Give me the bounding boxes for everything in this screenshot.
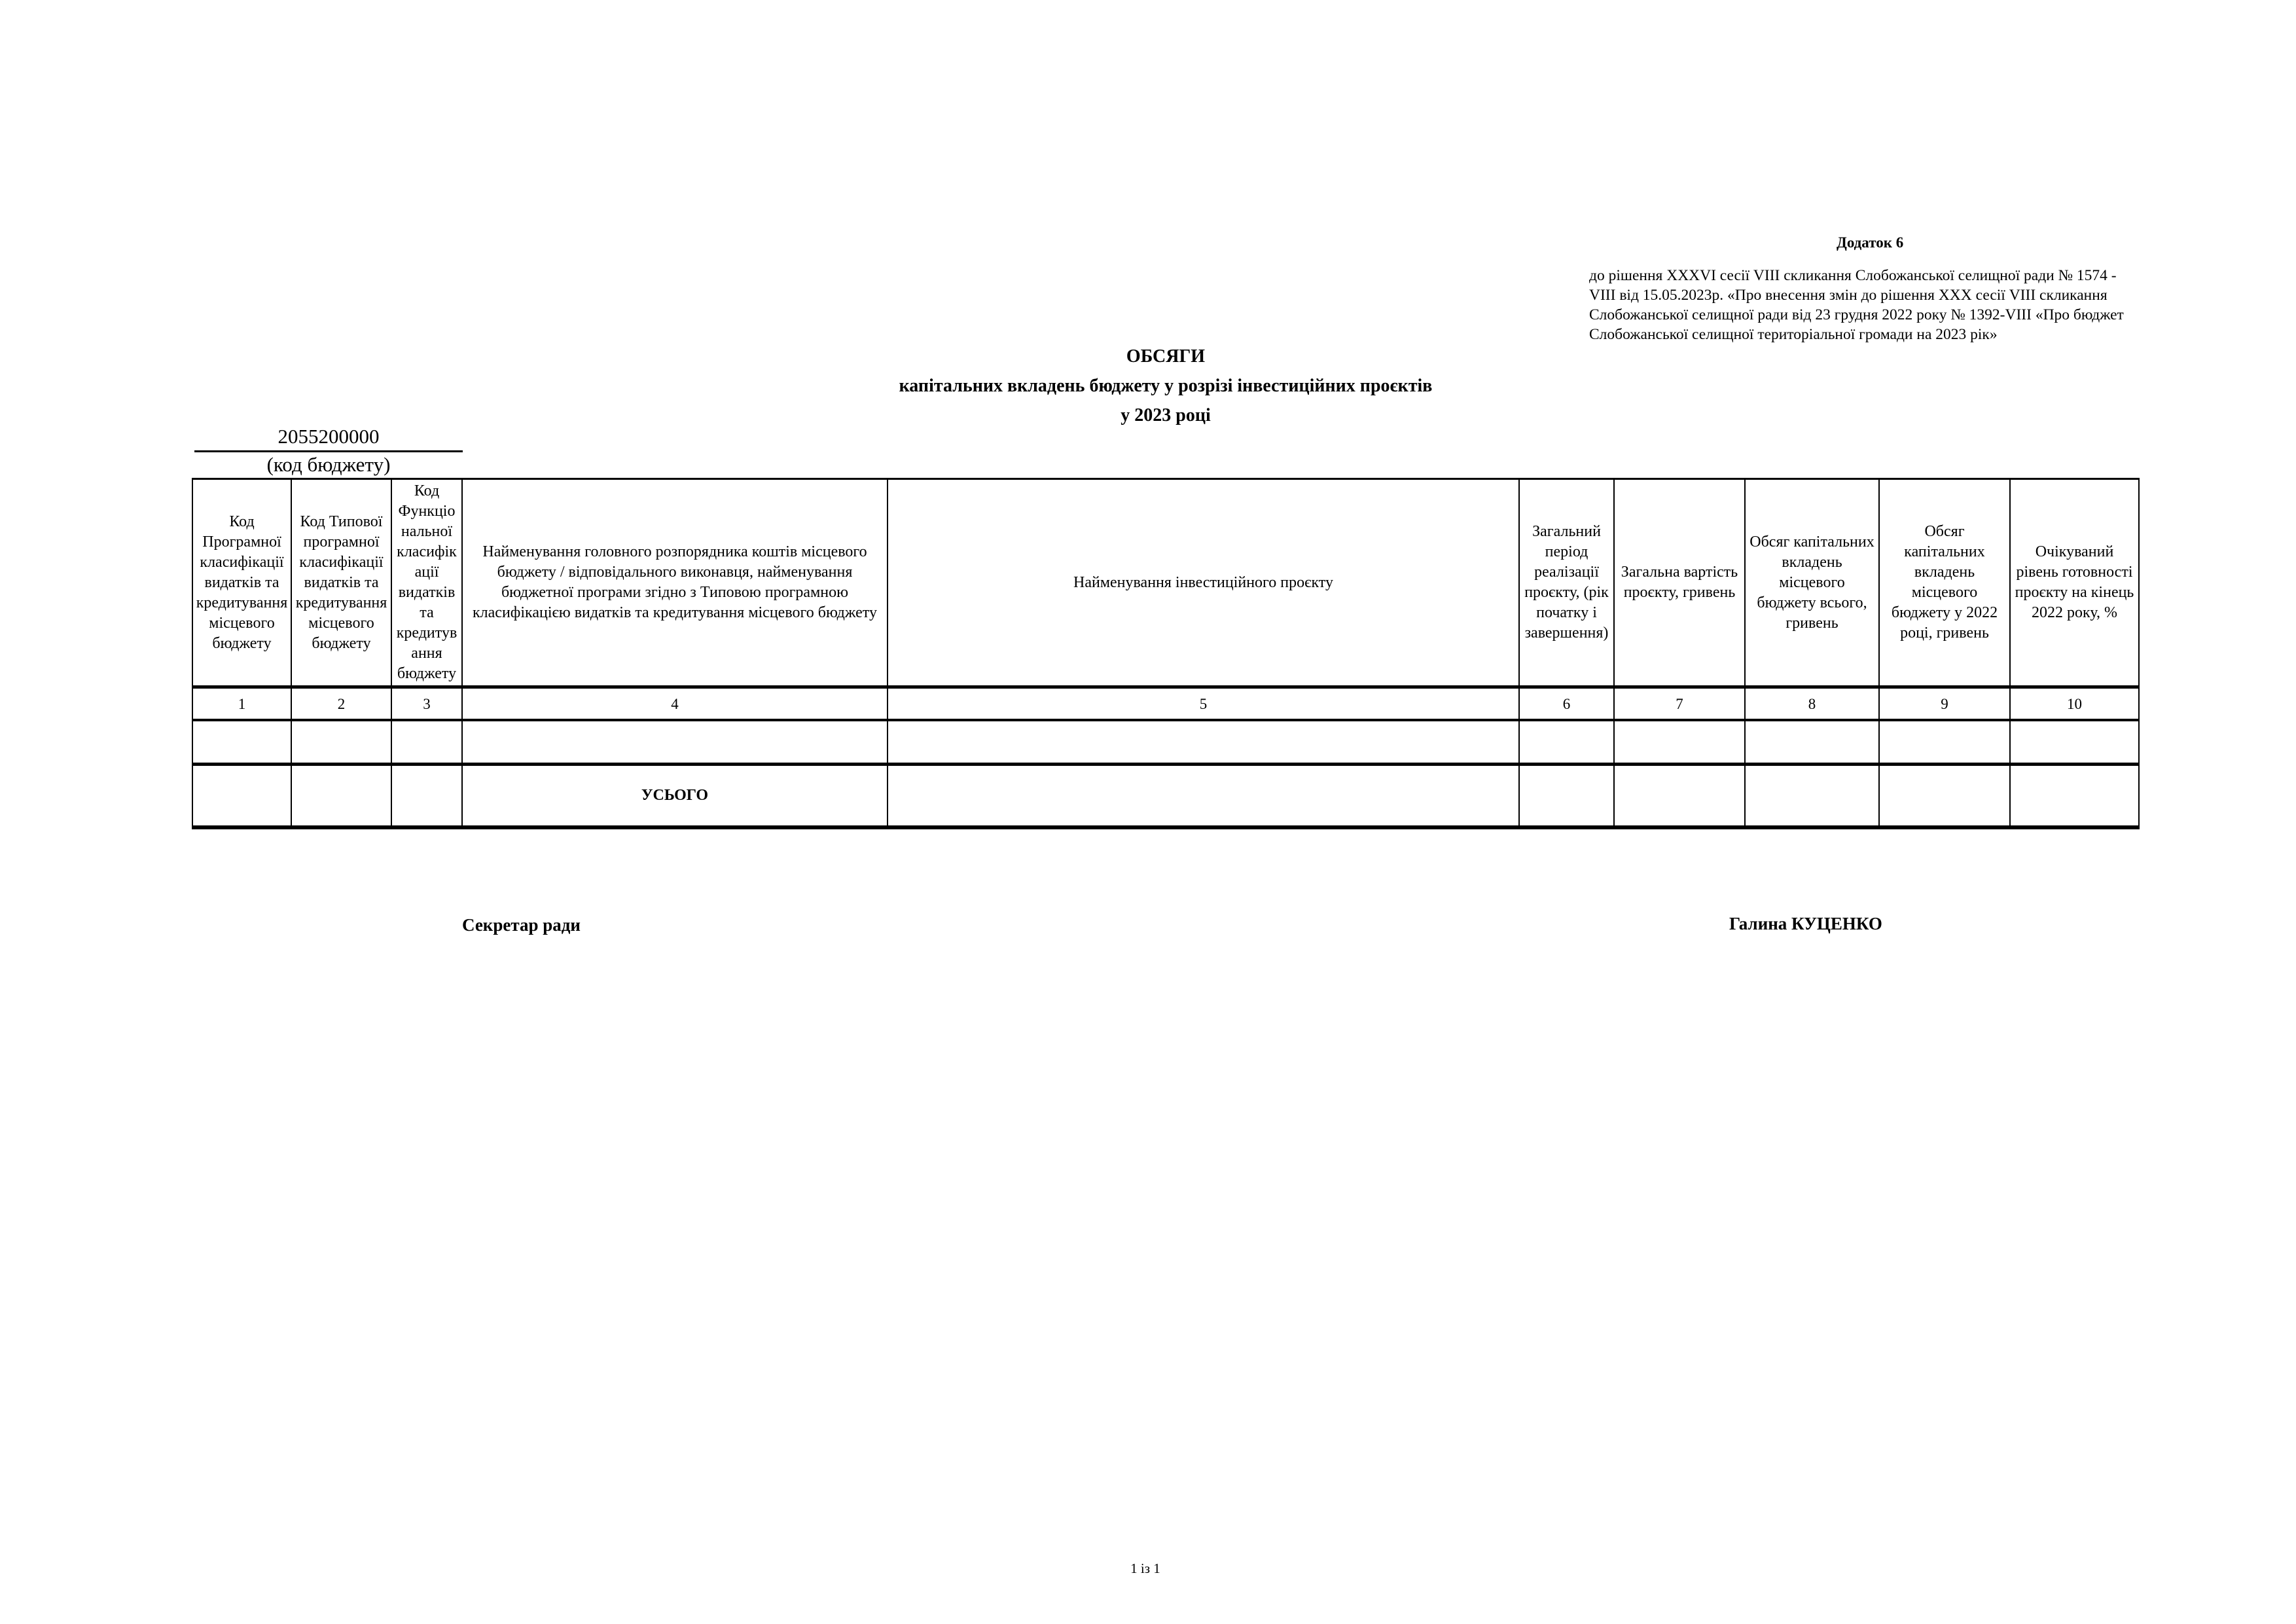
document-title [192, 342, 2139, 430]
title-line-1: ОБСЯГИ [1126, 346, 1206, 367]
empty-cell [1614, 720, 1745, 765]
column-number-cell: 8 [1745, 687, 1879, 721]
column-number-cell: 6 [1519, 687, 1614, 721]
empty-cell [1745, 765, 1879, 828]
empty-cell [391, 720, 462, 765]
header-cell: Код Функціональної класифікації видатків та кредитування бюджету [391, 479, 462, 687]
table-header-row [192, 479, 2139, 687]
empty-cell [291, 720, 391, 765]
empty-data-row [192, 720, 2139, 765]
empty-cell [1879, 765, 2010, 828]
total-row [192, 765, 2139, 828]
title-line-3: у 2023 році [1121, 405, 1211, 425]
column-number-cell: 10 [2010, 687, 2139, 721]
column-number-cell: 2 [291, 687, 391, 721]
appendix-label: Додаток 6 [1837, 234, 1904, 251]
budget-code-label: (код бюджету) [266, 453, 391, 476]
column-number-cell: 7 [1614, 687, 1745, 721]
header-cell: Загальна вартість проєкту, гривень [1614, 479, 1745, 687]
header-cell: Найменування головного розпорядника коштів місцевого бюджету / відповідального виконавця, найменування бюджетної програми згідно з Типовою програмною класифікацією видатків та кредитування місцевого бюджету [462, 479, 888, 687]
signature-role: Секретар ради [462, 915, 581, 935]
column-number-cell: 9 [1879, 687, 2010, 721]
total-label-cell: УСЬОГО [462, 765, 888, 828]
budget-code-block [194, 424, 463, 477]
empty-cell [2010, 765, 2139, 828]
column-number-cell: 4 [462, 687, 888, 721]
title-line-2: капітальних вкладень бюджету у розрізі інвестиційних проєктів [899, 376, 1433, 396]
empty-cell [192, 720, 291, 765]
empty-cell [291, 765, 391, 828]
empty-cell [192, 765, 291, 828]
empty-cell [391, 765, 462, 828]
empty-cell [462, 720, 888, 765]
page-number: 1 із 1 [1130, 1561, 1160, 1576]
budget-code-value: 2055200000 [194, 424, 463, 452]
decision-reference-text: до рішення XXXVI сесії VIII скликання Слобожанської селищної ради № 1574 -VIII від 15.05.2023р. «Про внесення змін до рішення XXX сесії VIII скликання Слобожанської селищної ради від 23 грудня 2022 року № 1392-VIII «Про бюджет Слобожанської селищної територіальної громади на 2023 рік» [1589, 267, 2124, 343]
header-cell: Очікуваний рівень готовності проєкту на кінець 2022 року, % [2010, 479, 2139, 687]
empty-cell [888, 720, 1519, 765]
header-cell: Загальний період реалізації проєкту, (рік початку і завершення) [1519, 479, 1614, 687]
empty-cell [2010, 720, 2139, 765]
empty-cell [1519, 720, 1614, 765]
column-number-cell: 1 [192, 687, 291, 721]
header-cell: Обсяг капітальних вкладень місцевого бюджету у 2022 році, гривень [1879, 479, 2010, 687]
header-cell: Обсяг капітальних вкладень місцевого бюджету всього, гривень [1745, 479, 1879, 687]
empty-cell [1745, 720, 1879, 765]
investment-projects-table [192, 478, 2140, 829]
column-number-row [192, 687, 2139, 721]
empty-cell [888, 765, 1519, 828]
header-cell: Найменування інвестиційного проєкту [888, 479, 1519, 687]
empty-cell [1614, 765, 1745, 828]
empty-cell [1519, 765, 1614, 828]
signature-name: Галина КУЦЕНКО [1729, 914, 1882, 933]
column-number-cell: 3 [391, 687, 462, 721]
header-cell: Код Програмної класифікації видатків та кредитування місцевого бюджету [192, 479, 291, 687]
column-number-cell: 5 [888, 687, 1519, 721]
empty-cell [1879, 720, 2010, 765]
header-cell: Код Типової програмної класифікації видатків та кредитування місцевого бюджету [291, 479, 391, 687]
